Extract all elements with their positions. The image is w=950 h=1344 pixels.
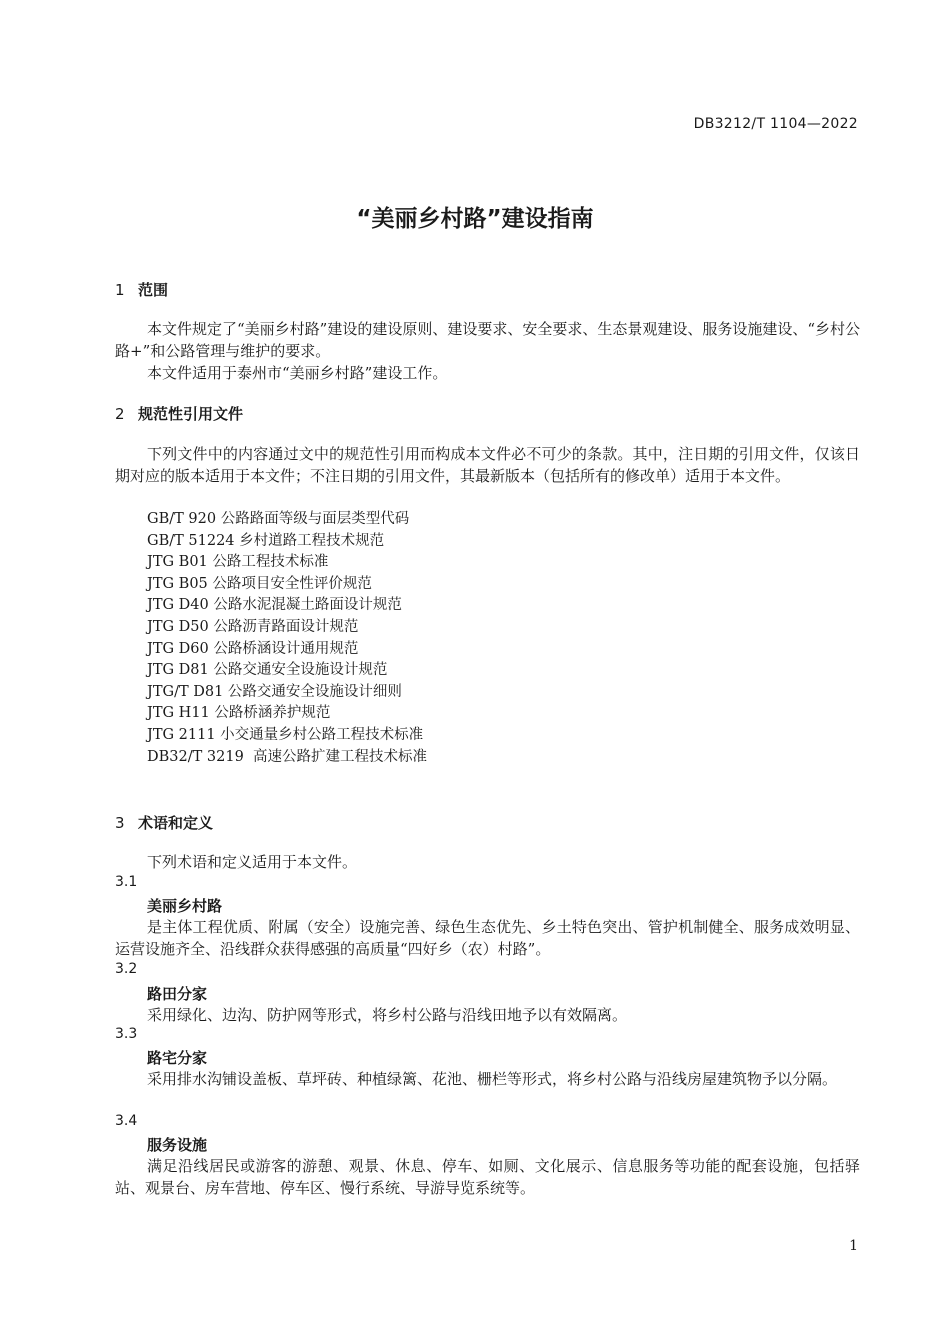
- standard-number: DB3212/T 1104—2022: [693, 116, 858, 132]
- reference-item: JTG D40 公路水泥混凝土路面设计规范: [147, 597, 402, 614]
- term-name: 路宅分家: [147, 1049, 208, 1067]
- reference-item: JTG D81 公路交通安全设施设计规范: [147, 662, 388, 679]
- section-number: 3: [115, 814, 125, 832]
- reference-item: JTG B05 公路项目安全性评价规范: [147, 575, 372, 592]
- section-1-heading: [115, 279, 168, 300]
- section-title: 术语和定义: [138, 814, 214, 832]
- section-2-paragraph-1: 下列文件中的内容通过文中的规范性引用而构成本文件必不可少的条款。其中，注日期的引用文件，仅该日期对应的版本适用于本文件；不注日期的引用文件，其最新版本（包括所有的修改单）适用于本文件。: [115, 445, 860, 485]
- term-definition: 满足沿线居民或游客的游憩、观景、休息、停车、如厕、文化展示、信息服务等功能的配套设施，包括驿站、观景台、房车营地、停车区、慢行系统、导游导览系统等。: [115, 1157, 860, 1197]
- document-title: “美丽乡村路”建设指南: [356, 206, 594, 232]
- term-definition: 采用排水沟铺设盖板、草坪砖、种植绿篱、花池、栅栏等形式，将乡村公路与沿线房屋建筑物予以分隔。: [147, 1070, 838, 1088]
- term-name: 服务设施: [147, 1136, 208, 1154]
- reference-item: JTG/T D81 公路交通安全设施设计细则: [147, 683, 402, 700]
- reference-item: GB/T 920 公路路面等级与面层类型代码: [147, 511, 410, 527]
- term-number: 3.4: [115, 1113, 138, 1129]
- section-3-intro: 下列术语和定义适用于本文件。: [147, 853, 358, 871]
- section-number: 1: [115, 281, 125, 299]
- reference-item: JTG D50 公路沥青路面设计规范: [147, 619, 359, 635]
- term-number: 3.3: [115, 1026, 138, 1042]
- section-title: 规范性引用文件: [138, 405, 244, 423]
- reference-item: DB32/T 3219 高速公路扩建工程技术标准: [147, 748, 428, 765]
- term-name: 路田分家: [147, 985, 208, 1003]
- section-2-heading: [115, 403, 243, 424]
- reference-item: JTG D60 公路桥涵设计通用规范: [147, 640, 359, 657]
- term-number: 3.2: [115, 961, 138, 977]
- page-number: 1: [849, 1238, 858, 1254]
- term-definition: 采用绿化、边沟、防护网等形式，将乡村公路与沿线田地予以有效隔离。: [147, 1006, 628, 1024]
- section-title: 范围: [138, 281, 169, 299]
- section-1-paragraph-2: 本文件适用于泰州市“美丽乡村路”建设工作。: [147, 364, 448, 382]
- reference-item: JTG H11 公路桥涵养护规范: [147, 705, 331, 722]
- term-number: 3.1: [115, 874, 138, 890]
- section-number: 2: [115, 405, 125, 423]
- section-1-paragraph-1: 本文件规定了“美丽乡村路”建设的建设原则、建设要求、安全要求、生态景观建设、服务设施建设、“乡村公路+”和公路管理与维护的要求。: [115, 320, 861, 360]
- reference-item: JTG 2111 小交通量乡村公路工程技术标准: [147, 727, 424, 743]
- term-name: 美丽乡村路: [147, 897, 223, 915]
- reference-item: JTG B01 公路工程技术标准: [147, 554, 329, 571]
- reference-item: GB/T 51224 乡村道路工程技术规范: [147, 532, 385, 549]
- term-definition: 是主体工程优质、附属（安全）设施完善、绿色生态优先、乡土特色突出、管护机制健全、服务成效明显、运营设施齐全、沿线群众获得感强的高质量“四好乡（农）村路”。: [115, 918, 860, 958]
- section-3-heading: [115, 812, 213, 833]
